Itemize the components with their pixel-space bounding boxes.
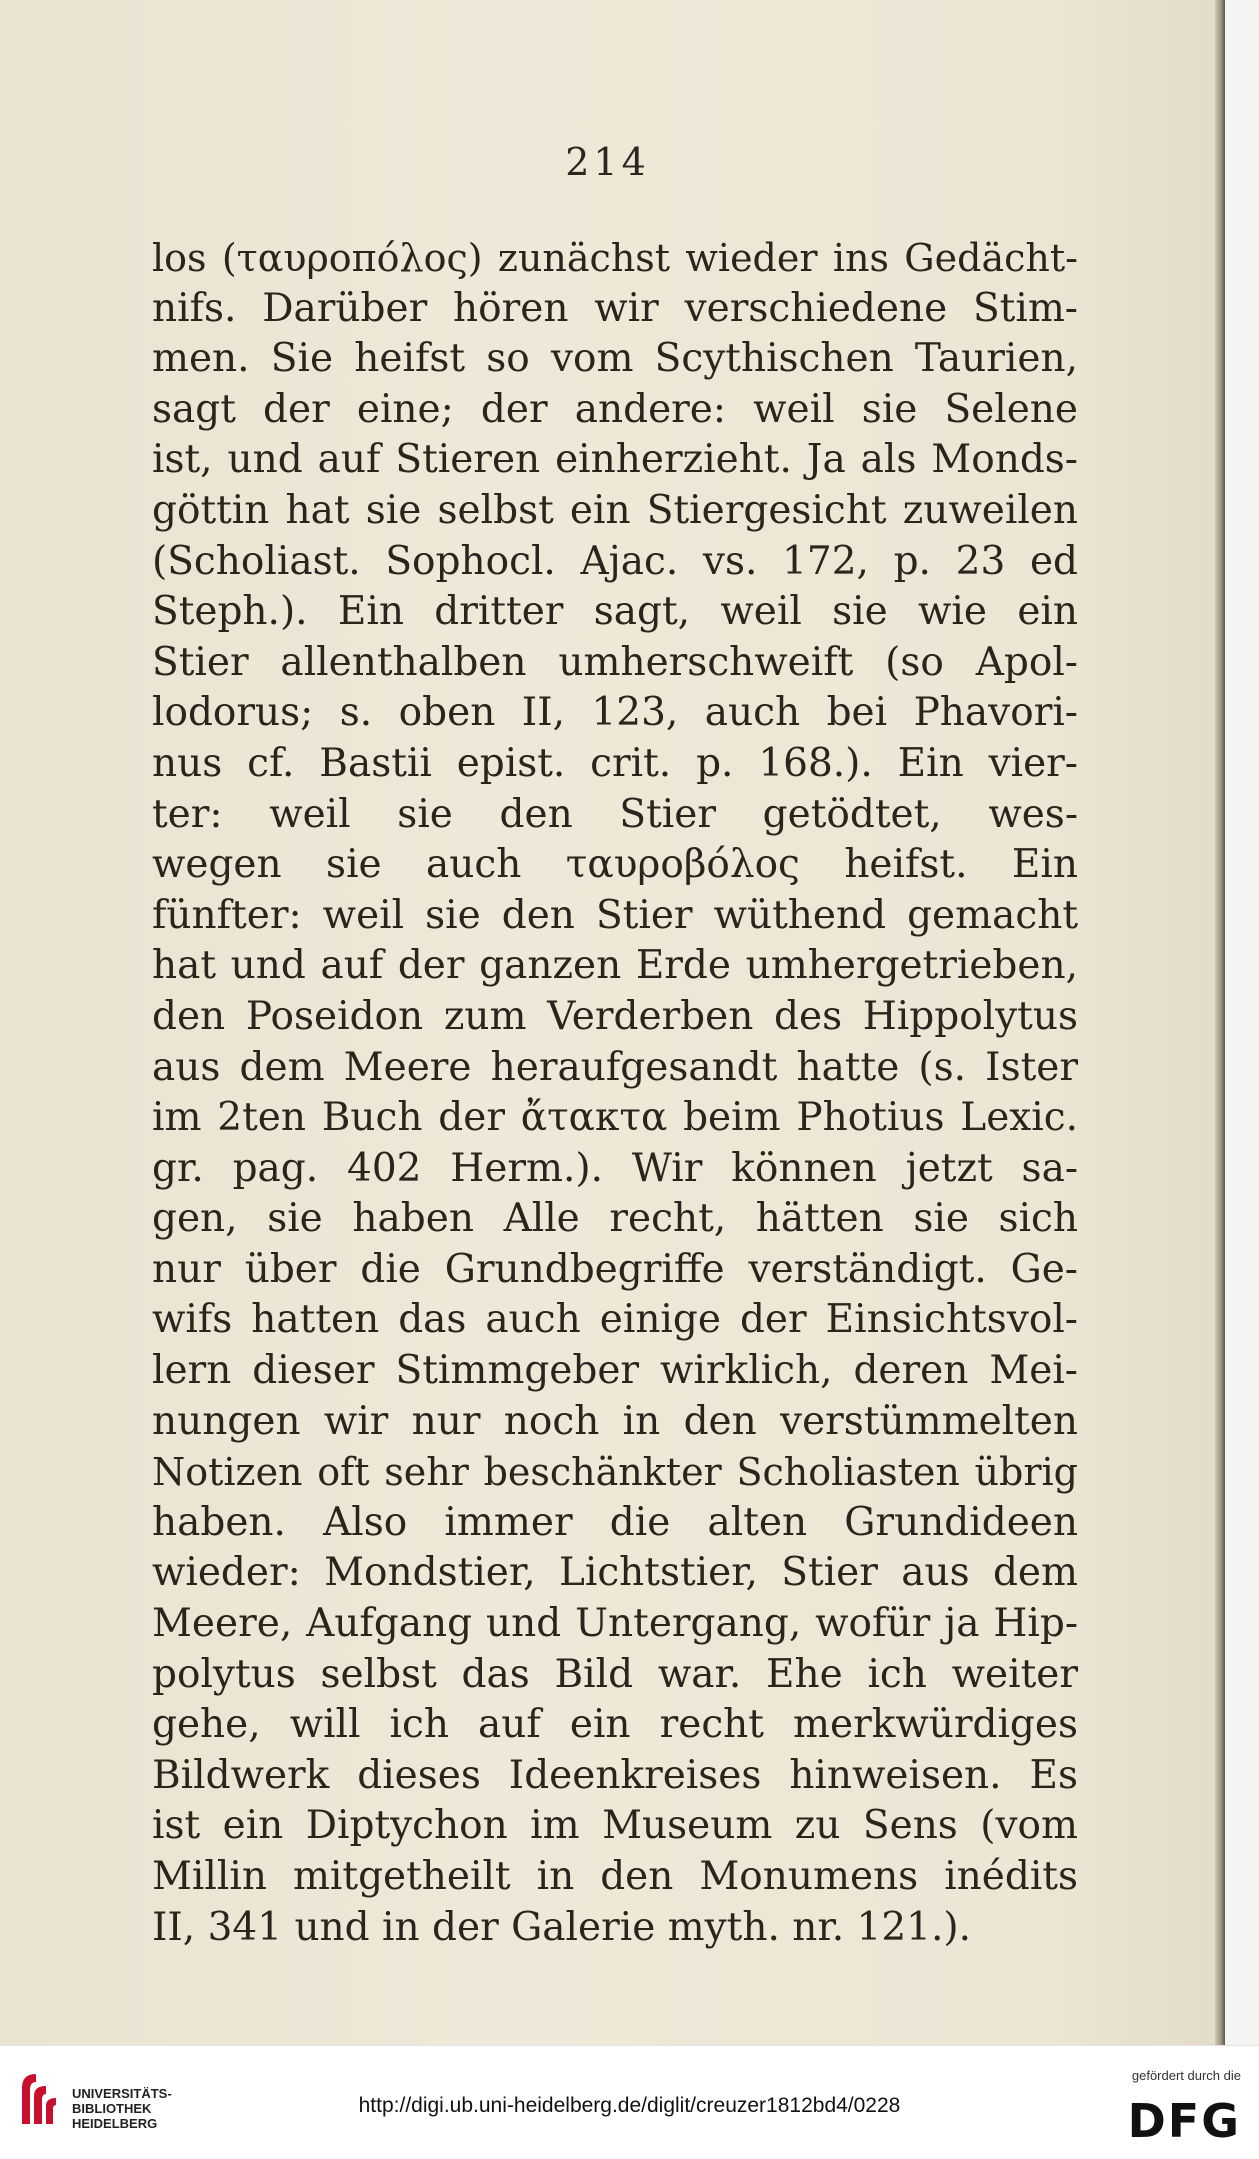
body-text (152, 233, 1078, 1953)
text-line: lodorus; s. oben II, 123, auch bei Phavori- (152, 690, 1078, 736)
text-line: aus dem Meere heraufgesandt hatte (s. Ister (152, 1044, 1078, 1090)
text-line: Bildwerk dieses Ideenkreises hinweisen. Es (152, 1752, 1078, 1798)
page-edge-shadow (1215, 0, 1225, 2045)
text-line: wifs hatten das auch einige der Einsichtsvol- (152, 1297, 1078, 1343)
text-line: ist ein Diptychon im Museum zu Sens (vom (152, 1803, 1078, 1849)
library-name-line: HEIDELBERG (72, 2116, 158, 2131)
text-line: polytus selbst das Bild war. Ehe ich weiter (152, 1651, 1078, 1697)
viewer-footer (0, 2045, 1259, 2159)
text-line: lern dieser Stimmgeber wirklich, deren Mei- (152, 1348, 1078, 1394)
text-line: den Poseidon zum Verderben des Hippolytus (152, 993, 1078, 1039)
text-line: Notizen oft sehr beschänkter Scholiasten übrig (152, 1450, 1078, 1495)
text-line: wieder: Mondstier, Lichtstier, Stier aus dem (152, 1550, 1078, 1596)
text-line: gen, sie haben Alle recht, hätten sie sich (152, 1196, 1078, 1242)
dfg-logo: DFG (1127, 2094, 1241, 2148)
funding-note: gefördert durch die (1131, 2068, 1241, 2083)
text-line: wegen sie auch ταυροβόλος heifst. Ein (152, 842, 1078, 888)
text-line: Millin mitgetheilt in den Monumens inédits (152, 1854, 1078, 1899)
text-line: nungen wir nur noch in den verstümmelten (152, 1398, 1078, 1444)
text-line: Steph.). Ein dritter sagt, weil sie wie ein (152, 589, 1078, 635)
text-line: men. Sie heifst so vom Scythischen Taurien, (152, 336, 1078, 382)
text-line: (Scholiast. Sophocl. Ajac. vs. 172, p. 23 ed (152, 538, 1078, 584)
text-line: los (ταυροπόλος) zunächst wieder ins Gedächt- (152, 236, 1078, 280)
text-line: ter: weil sie den Stier getödtet, wes- (152, 791, 1078, 837)
text-line: im 2ten Buch der ἄτακτα beim Photius Lexic. (152, 1095, 1078, 1141)
library-name-line: UNIVERSITÄTS- (72, 2086, 172, 2101)
permalink-url[interactable]: http://digi.ub.uni-heidelberg.de/diglit/creuzer1812bd4/0228 (358, 2094, 901, 2117)
text-line: hat und auf der ganzen Erde umhergetrieben, (152, 943, 1078, 989)
text-line: sagt der eine; der andere: weil sie Selene (152, 386, 1078, 432)
text-line: nifs. Darüber hören wir verschiedene Stim- (152, 285, 1078, 331)
text-line: fünfter: weil sie den Stier wüthend gemacht (152, 892, 1078, 938)
scan-margin (1225, 0, 1259, 2045)
text-line: haben. Also immer die alten Grundideen (152, 1499, 1078, 1545)
library-name-line: BIBLIOTHEK (72, 2101, 152, 2116)
text-line: gr. pag. 402 Herm.). Wir können jetzt sa- (152, 1145, 1078, 1191)
text-line: II, 341 und in der Galerie myth. nr. 121.). (152, 1904, 971, 1950)
text-line: Stier allenthalben umherschweift (so Apol- (152, 639, 1078, 685)
text-line: nus cf. Bastii epist. crit. p. 168.). Ein vier- (152, 740, 1078, 786)
page-number: 214 (565, 140, 650, 184)
text-line: ist, und auf Stieren einherzieht. Ja als Monds- (152, 437, 1078, 483)
text-line: Meere, Aufgang und Untergang, wofür ja Hip- (152, 1601, 1078, 1647)
text-line: nur über die Grundbegriffe verständigt. Ge- (152, 1246, 1078, 1292)
text-line: gehe, will ich auf ein recht merkwürdiges (152, 1702, 1078, 1748)
text-line: göttin hat sie selbst ein Stiergesicht zuweilen (152, 487, 1078, 533)
